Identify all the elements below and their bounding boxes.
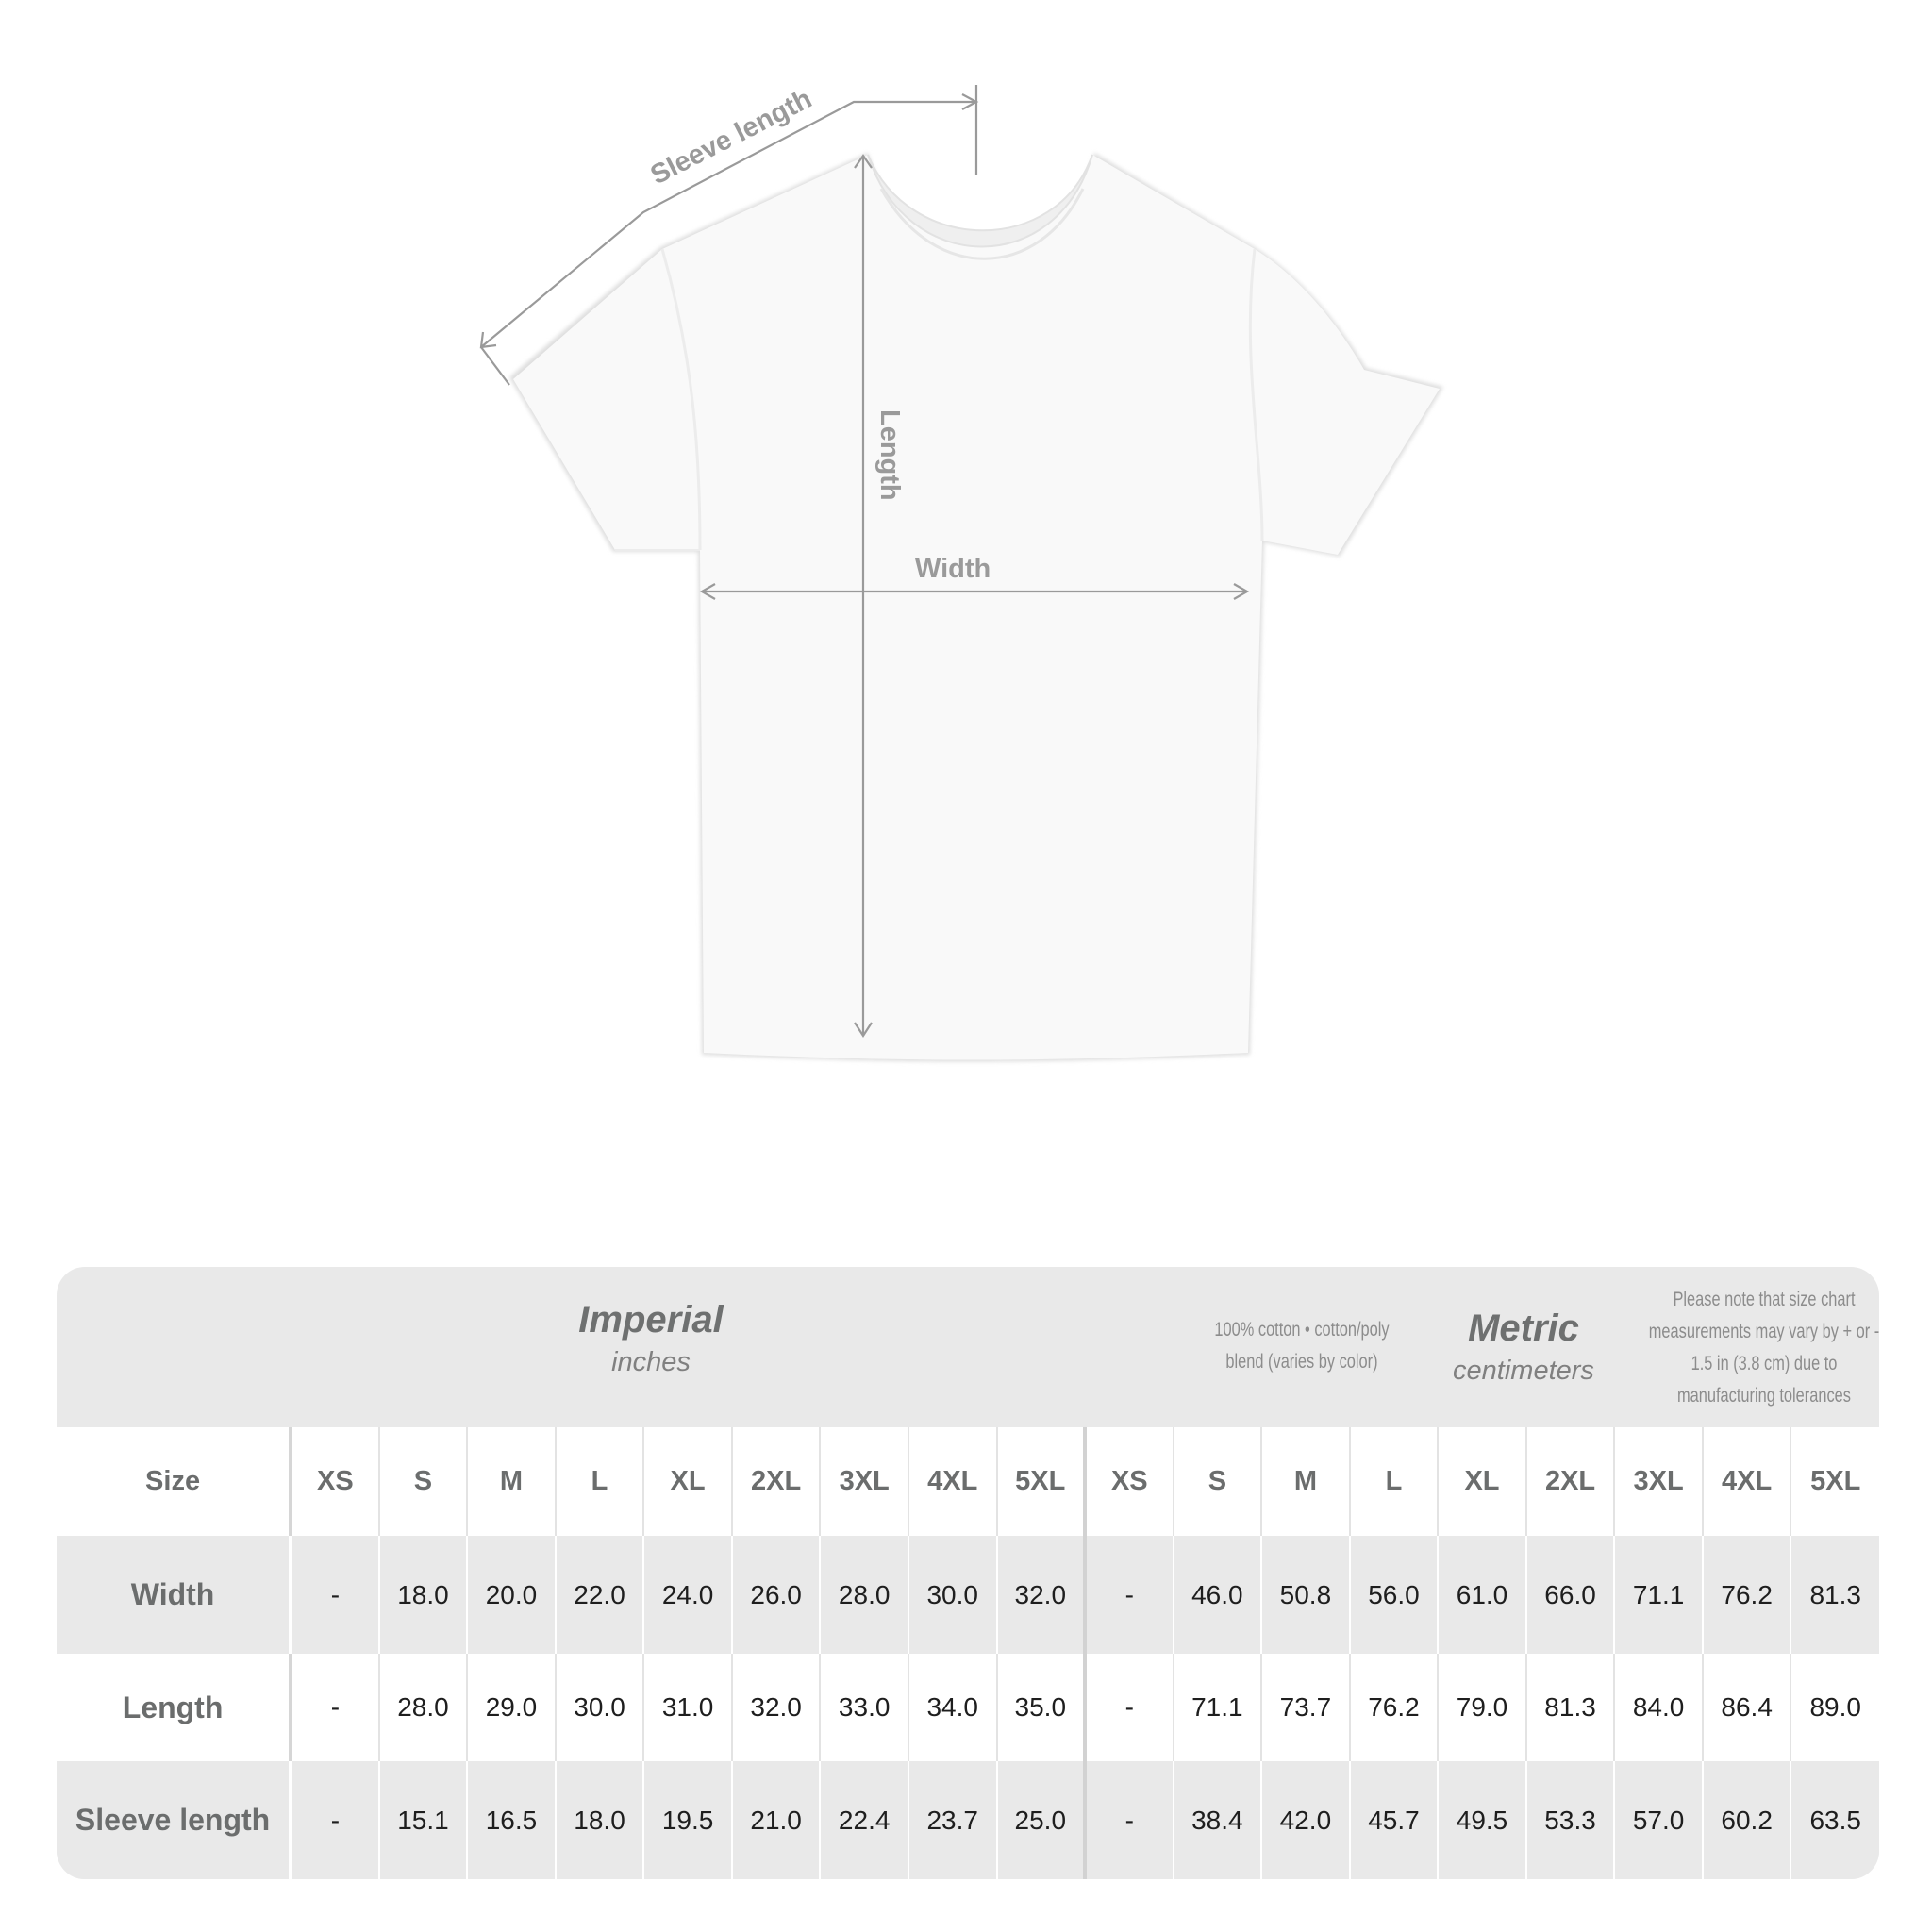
size-header-row [57,1427,1879,1536]
table-cell: 30.0 [908,1536,997,1654]
table-cell: 38.4 [1174,1761,1262,1879]
metric-title: Metric [1468,1307,1579,1349]
table-cell: 56.0 [1350,1536,1439,1654]
imperial-unit: inches [611,1347,691,1377]
table-cell: 35.0 [997,1654,1086,1761]
size-chart-header [57,1267,1879,1427]
table-cell: 21.0 [732,1761,821,1879]
table-cell: 63.5 [1790,1761,1879,1879]
table-cell: 22.0 [556,1536,644,1654]
tolerance-note-line: Please note that size chart [1673,1289,1856,1310]
table-cell: 79.0 [1438,1654,1526,1761]
size-col-4xl: 4XL [908,1427,997,1536]
table-cell: 31.0 [643,1654,732,1761]
table-cell: 18.0 [556,1761,644,1879]
table-cell: 19.5 [643,1761,732,1879]
table-cell: 89.0 [1790,1654,1879,1761]
table-cell: 23.7 [908,1761,997,1879]
table-cell: 26.0 [732,1536,821,1654]
size-col-m: M [467,1427,556,1536]
size-col-s: S [379,1427,468,1536]
table-cell: 33.0 [820,1654,908,1761]
imperial-heading [509,1298,792,1381]
row-label-sleeve-length: Sleeve length [57,1761,291,1879]
table-cell: 22.4 [820,1761,908,1879]
metric-unit: centimeters [1453,1356,1594,1386]
table-cell: 32.0 [732,1654,821,1761]
table-cell: 73.7 [1261,1654,1350,1761]
table-cell: - [1085,1654,1174,1761]
table-cell: 24.0 [643,1536,732,1654]
row-label-width: Width [57,1536,291,1654]
fabric-note-line: blend (varies by color) [1225,1351,1378,1373]
table-cell: 18.0 [379,1536,468,1654]
table-cell: 25.0 [997,1761,1086,1879]
size-header: Size [57,1427,291,1536]
size-col-5xl: 5XL [1790,1427,1879,1536]
size-chart [57,1267,1879,1879]
table-cell: 71.1 [1614,1536,1703,1654]
table-cell: - [291,1761,379,1879]
size-col-l: L [1350,1427,1439,1536]
table-cell: 45.7 [1350,1761,1439,1879]
table-cell: 76.2 [1703,1536,1791,1654]
length-label: Length [874,409,905,501]
size-col-2xl: 2XL [1526,1427,1615,1536]
width-label: Width [915,554,991,584]
fabric-note-line: 100% cotton • cotton/poly [1214,1319,1390,1341]
size-col-4xl: 4XL [1703,1427,1791,1536]
sleeve-length-label: Sleeve length [645,83,817,192]
table-cell: 46.0 [1174,1536,1262,1654]
table-cell: 32.0 [997,1536,1086,1654]
size-col-xl: XL [1438,1427,1526,1536]
table-cell: - [291,1536,379,1654]
table-cell: - [291,1654,379,1761]
tolerance-note-line: manufacturing tolerances [1677,1385,1851,1407]
tolerance-note-line: measurements may vary by + or - [1648,1321,1879,1342]
table-cell: 71.1 [1174,1654,1262,1761]
tshirt-body [513,155,1440,1060]
table-cell: 34.0 [908,1654,997,1761]
tolerance-note [1538,1284,1879,1412]
imperial-title: Imperial [578,1299,724,1341]
table-cell: 50.8 [1261,1536,1350,1654]
table-cell: 66.0 [1526,1536,1615,1654]
table-cell: 28.0 [379,1654,468,1761]
table-cell: - [1085,1761,1174,1879]
table-cell: - [1085,1536,1174,1654]
sleeve-length-row [57,1761,1879,1879]
table-cell: 76.2 [1350,1654,1439,1761]
table-cell: 61.0 [1438,1536,1526,1654]
table-cell: 20.0 [467,1536,556,1654]
size-col-xl: XL [643,1427,732,1536]
table-cell: 15.1 [379,1761,468,1879]
size-col-s: S [1174,1427,1262,1536]
length-row [57,1654,1879,1761]
table-cell: 60.2 [1703,1761,1791,1879]
size-col-l: L [556,1427,644,1536]
row-label-length: Length [57,1654,291,1761]
table-cell: 84.0 [1614,1654,1703,1761]
size-col-m: M [1261,1427,1350,1536]
table-cell: 30.0 [556,1654,644,1761]
table-cell: 81.3 [1526,1654,1615,1761]
table-cell: 28.0 [820,1536,908,1654]
table-cell: 53.3 [1526,1761,1615,1879]
size-col-3xl: 3XL [820,1427,908,1536]
size-col-5xl: 5XL [997,1427,1086,1536]
size-col-xs: XS [291,1427,379,1536]
table-cell: 81.3 [1790,1536,1879,1654]
table-cell: 86.4 [1703,1654,1791,1761]
table-cell: 49.5 [1438,1761,1526,1879]
size-col-2xl: 2XL [732,1427,821,1536]
table-cell: 29.0 [467,1654,556,1761]
table-cell: 16.5 [467,1761,556,1879]
tolerance-note-line: 1.5 in (3.8 cm) due to [1690,1353,1838,1374]
table-cell: 42.0 [1261,1761,1350,1879]
size-col-3xl: 3XL [1614,1427,1703,1536]
width-row [57,1536,1879,1654]
size-col-xs: XS [1085,1427,1174,1536]
size-table [57,1427,1879,1879]
table-cell: 57.0 [1614,1761,1703,1879]
